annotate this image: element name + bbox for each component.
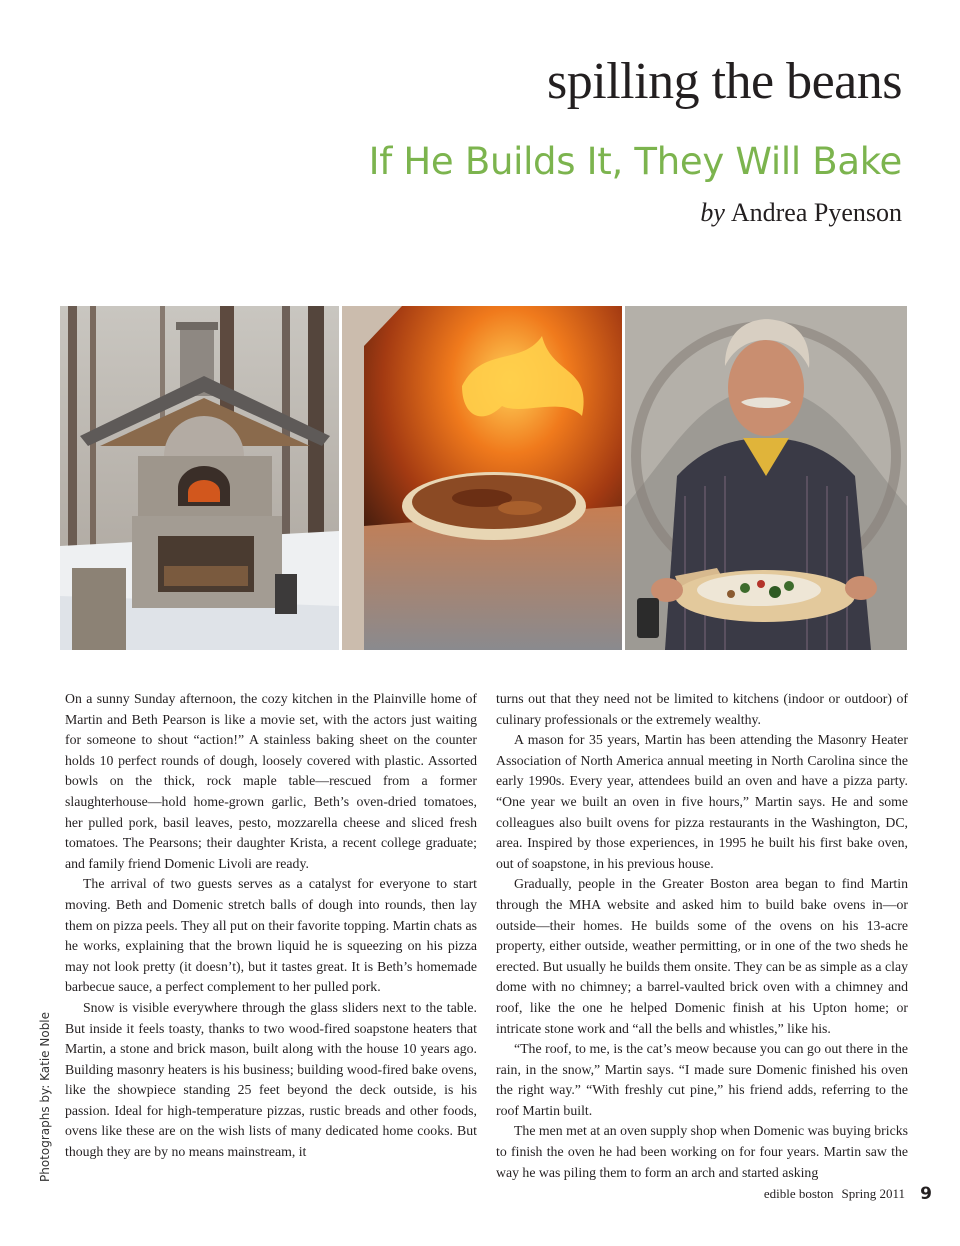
outdoor-oven-photo xyxy=(60,306,339,650)
paragraph: A mason for 35 years, Martin has been attending the Masonry Heater Association of North America annual meeting in North Carolina since the early 1990s. Every year, attendees build an oven and have a pizza party. “One year we built an oven in five hours,” Martin says. He and some colleagues also built ovens for pizza restaurants in the Washington, DC, area. Inspired by those experiences, in 1995 he built his first bake oven, out of soapstone, in his previous house. xyxy=(496,732,908,871)
author-name: Andrea Pyenson xyxy=(730,198,902,227)
section-title: spilling the beans xyxy=(547,53,902,110)
publication-name: edible boston xyxy=(763,1186,834,1201)
byline xyxy=(700,200,902,226)
page-footer xyxy=(756,1187,905,1200)
article-column-1 xyxy=(65,689,477,1163)
martin-portrait-photo xyxy=(625,306,907,650)
byline-prefix: by xyxy=(700,198,725,227)
page-number: 9 xyxy=(920,1184,932,1204)
paragraph: On a sunny Sunday afternoon, the cozy kitchen in the Plainville home of Martin and Beth Pearson is like a movie set, with the actors just waiting for someone to shout “action!” A stainless baking sheet on the counter holds 10 perfect rounds of dough, loosely covered with plastic. Assorted bowls on the thick, rock maple table—rescued from a former slaughterhouse—hold home-grown garlic, Beth’s oven-dried tomatoes, her pulled pork, basil leaves, pesto, mozzarella cheese and sliced fresh tomatoes. The Pearsons; their daughter Krista, a recent college graduate; and family friend Domenic Livoli are ready. xyxy=(65,691,477,871)
photo-credit: Photographs by: Katie Noble xyxy=(38,1011,52,1182)
headline: If He Builds It, They Will Bake xyxy=(368,140,902,183)
paragraph: “The roof, to me, is the cat’s meow because you can go out there in the rain, in the snow,” Martin says. “I made sure Domenic finished his oven the right way.” “With freshly cut pine,” his friend adds, referring to the roof Martin built. xyxy=(496,1041,908,1118)
pizza-in-oven-photo xyxy=(342,306,622,650)
paragraph: Snow is visible everywhere through the glass sliders next to the table. But inside it feels toasty, thanks to two wood-fired soapstone heaters that Martin, a stone and brick mason, built along with the house 10 years ago. Building masonry heaters is his business; building wood-fired bake ovens, like the showpiece standing 25 feet beyond the deck outside, is his passion. Ideal for high-temperature pizzas, rustic breads and other foods, ovens like these are on the wish lists of many dedicated home cooks. But though they are by no means mainstream, it xyxy=(65,999,477,1160)
paragraph: The arrival of two guests serves as a catalyst for everyone to start moving. Beth and Domenic stretch balls of dough into rounds, then lay them on pizza peels. They all put on their favorite topping. Martin chats as he works, explaining that the brown liquid he is squeezing on his pizza may not look pretty (it doesn’t), but it tastes great. It is Beth’s homemade barbecue sauce, a perfect complement to her pulled pork. xyxy=(65,876,477,995)
paragraph: turns out that they need not be limited to kitchens (indoor or outdoor) of culinary professionals or the extremely wealthy. xyxy=(496,691,908,727)
article-column-2 xyxy=(496,689,908,1183)
photo-strip xyxy=(60,306,907,650)
paragraph: The men met at an oven supply shop when Domenic was buying bricks to finish the oven he had been working on for four years. Martin saw the way he was piling them to form an arch and started asking xyxy=(496,1123,908,1180)
paragraph: Gradually, people in the Greater Boston area began to find Martin through the MHA website and asked him to build bake ovens in—or outside—their homes. He builds some of the ovens on his 13-acre property, either outside, weather permitting, or in one of the two sheds he erected. But usually he builds them onsite. They can be as simple as a clay dome with no chimney; a barrel-vaulted brick oven with a chimney and roof, like the one he helped Domenic finish at his Upton home; or intricate stone work and “all the bells and whistles,” like his. xyxy=(496,876,908,1036)
issue-date: Spring 2011 xyxy=(841,1186,905,1201)
